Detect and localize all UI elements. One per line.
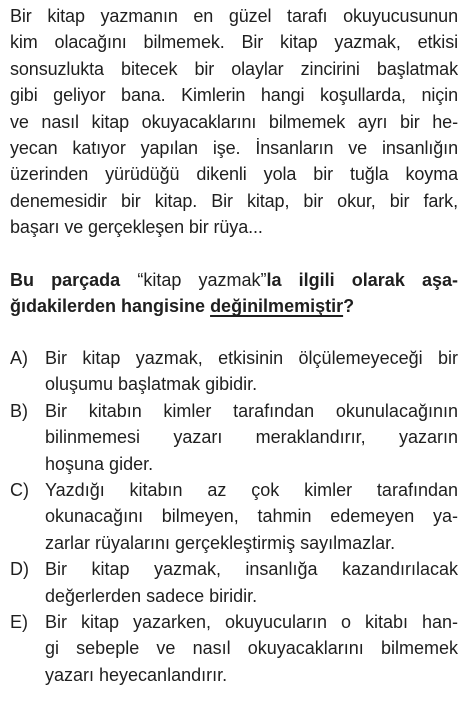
answer-options xyxy=(10,345,458,688)
option-d[interactable] xyxy=(10,556,458,609)
option-line: yazarı heyecanlandırır. xyxy=(45,664,228,685)
option-line: gi sebeple ve nasıl okuyacaklarını bilmemek xyxy=(45,638,458,659)
option-letter: C) xyxy=(10,479,29,500)
question-stem xyxy=(10,267,458,320)
option-e[interactable] xyxy=(10,609,458,688)
option-line: okunacağını bilmeyen, tahmin edemeyen ya- xyxy=(45,506,458,527)
passage-line: gibi geliyor bana. Kimlerin hangi koşullarda, niçin xyxy=(10,85,458,106)
option-line: hoşuna gider. xyxy=(45,453,154,474)
option-line: oluşumu başlatmak gibidir. xyxy=(45,374,258,395)
reading-passage xyxy=(10,3,458,241)
question-line-2 xyxy=(10,293,458,319)
option-line: Bir kitap yazmak, etkisinin ölçülemeyeceği bir xyxy=(45,348,458,368)
passage-line: Bir kitap yazmanın en güzel tarafı okuyucusunun xyxy=(10,6,458,26)
option-line: Bir kitap yazarken, okuyucuların o kitabı han- xyxy=(45,611,458,632)
option-line: Yazdığı kitabın az çok kimler tarafından xyxy=(45,479,458,500)
passage-line: ve nasıl kitap okuyacaklarını bilmemek ayrı bir he- xyxy=(10,111,458,132)
option-letter: A) xyxy=(10,348,28,368)
option-line: zarlar rüyalarını gerçekleştirmiş sayılmazlar. xyxy=(45,532,396,553)
option-letter: D) xyxy=(10,559,29,580)
quoted-term: “kitap yazmak” xyxy=(137,270,267,290)
option-line: Bir kitabın kimler tarafından okunulacağının xyxy=(45,400,458,421)
option-b[interactable] xyxy=(10,398,458,477)
passage-line: başarı ve gerçekleşen bir rüya... xyxy=(10,217,263,238)
option-line: değerlerden sadece biridir. xyxy=(45,585,258,606)
question-mark: ? xyxy=(343,296,355,317)
option-letter: B) xyxy=(10,400,28,421)
option-a[interactable] xyxy=(10,345,458,398)
passage-line: yecan katıyor yapılan işe. İnsanların ve insanlığın xyxy=(10,137,458,158)
question-text-part: la ilgili olarak aşa- xyxy=(266,270,458,290)
option-c[interactable] xyxy=(10,477,458,556)
question-text-part: Bu parçada xyxy=(10,270,138,290)
option-letter: E) xyxy=(10,611,28,632)
negation-emphasis: değinilmemiştir xyxy=(210,296,344,317)
passage-line: sonsuzlukta bitecek bir olaylar zincirini başlatmak xyxy=(10,58,458,79)
question-text-part: ğıdakilerden hangisine xyxy=(10,296,211,317)
option-line: bilinmemesi yazarı meraklandırır, yazarın xyxy=(45,427,458,448)
passage-line: denemesidir bir kitap. Bir kitap, bir okur, bir fark, xyxy=(10,190,458,211)
passage-line: kim olacağını bilmemek. Bir kitap yazmak, etkisi xyxy=(10,32,458,53)
option-line: Bir kitap yazmak, insanlığa kazandırılacak xyxy=(45,559,458,580)
passage-line: üzerinden yürüdüğü dikenli yola bir tuğla koyma xyxy=(10,164,458,185)
question-line-1 xyxy=(10,267,458,293)
